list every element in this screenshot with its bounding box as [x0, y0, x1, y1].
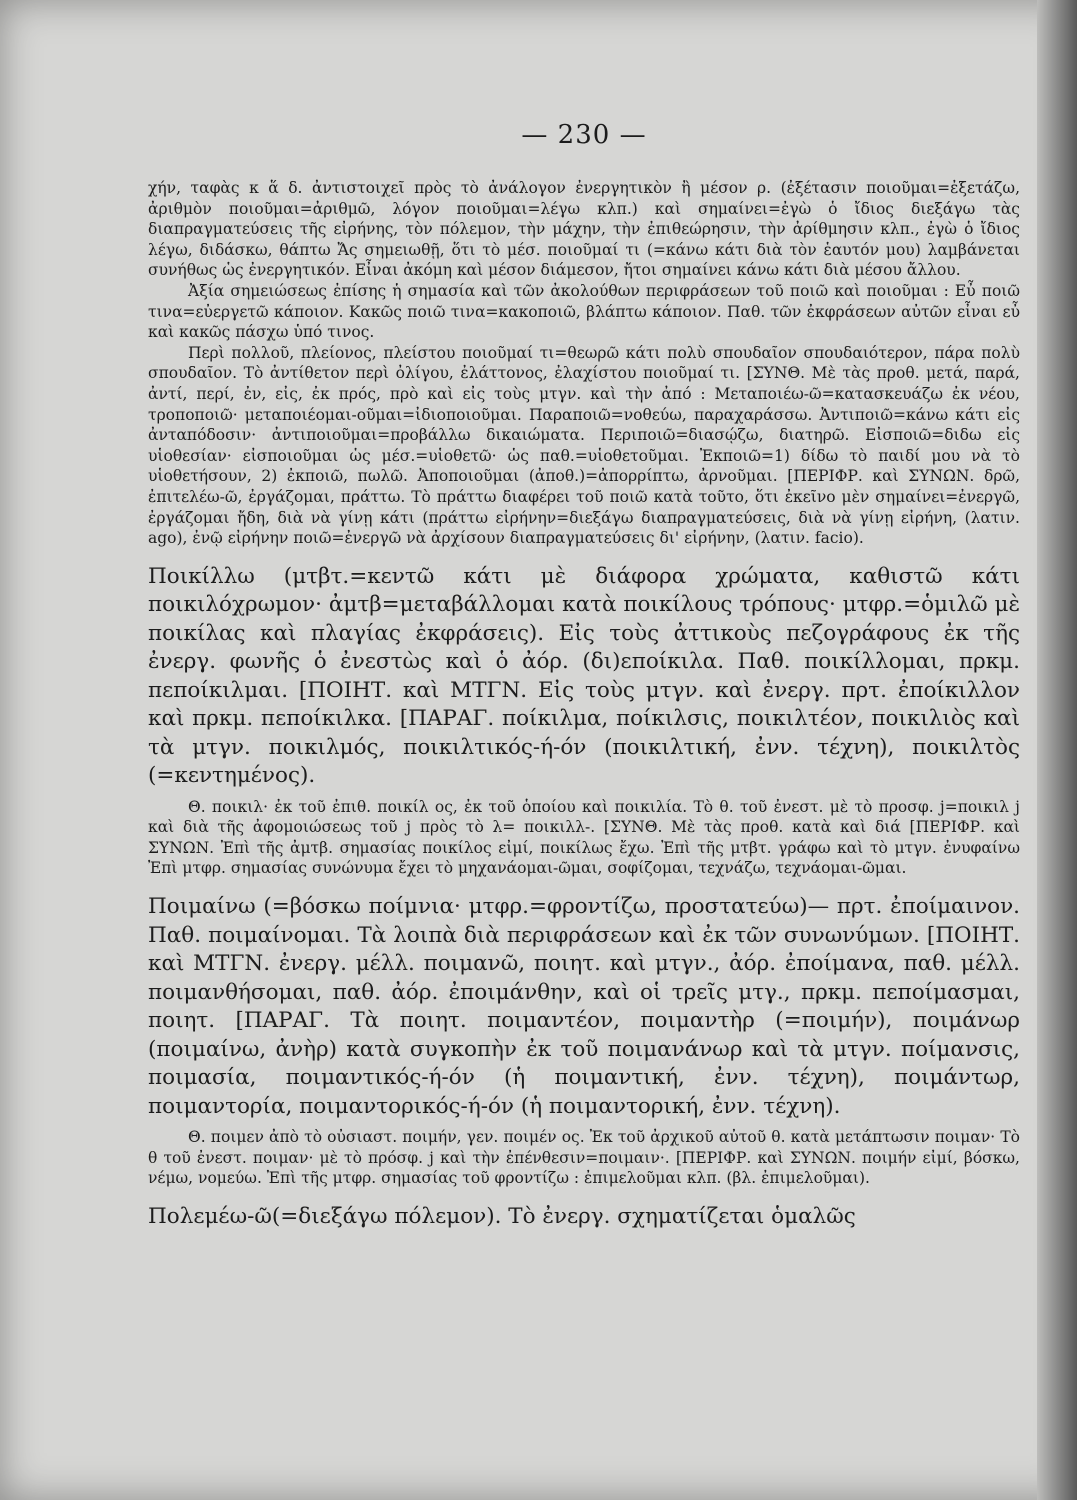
note-poimaino: Θ. ποιμεν ἀπὸ τὸ οὐσιαστ. ποιμήν, γεν. ποιμέν ος. Ἐκ τοῦ ἀρχικοῦ αὐτοῦ θ. κατὰ μετάπτωσιν ποιμαν· Τὸ θ τοῦ ἐνεστ. ποιμαν· μὲ τὸ πρόσφ. j καὶ τὴν ἐπένθεσιν=ποιμαιν·. [ΠΕΡΙΦΡ. καὶ ΣΥΝΩΝ. ποιμήν εἰμί, βόσκω, νέμω, νομεύω. Ἐπὶ τῆς μτφρ. σημασίας τοῦ φροντίζω : ἐπιμελοῦμαι κλπ. (βλ. ἐπιμελοῦμαι). [148, 1128, 1020, 1188]
entry-polemeo: Πολεμέω-ῶ(=διεξάγω πόλεμον). Τὸ ἐνεργ. σχηματίζεται ὁμαλῶς [148, 1203, 856, 1229]
note-poikillo: Θ. ποικιλ· ἐκ τοῦ ἐπιθ. ποικίλ ος, ἐκ τοῦ ὁποίου καὶ ποικιλία. Τὸ θ. τοῦ ἐνεστ. μὲ τὸ προσφ. j=ποικιλ j καὶ διὰ τῆς ἀφομοιώσεως τοῦ j πρὸς τὸ λ= ποικιλλ-. [ΣΥΝΘ. Μὲ τὰς προθ. κατὰ καὶ διά [ΠΕΡΙΦΡ. καὶ ΣΥΝΩΝ. Ἐπὶ τῆς ἀμτβ. σημασίας ποικίλος εἰμί, ποικίλως ἔχω. Ἐπὶ τῆς μτβτ. γράφω καὶ τὸ μτγν. ἐνυφαίνω Ἐπὶ μτφρ. σημασίας συνώνυμα ἔχει τὸ μηχανάομαι-ῶμαι, σοφίζομαι, τεχνάζω, τεχνάομαι-ῶμαι. [148, 797, 1020, 878]
paragraph-poio-periphrases: Ἀξία σημειώσεως ἐπίσης ἡ σημασία καὶ τῶν ἀκολούθων περιφράσεων τοῦ ποιῶ καὶ ποιοῦμαι : Εὖ ποιῶ τινα=εὐεργετῶ κάποιον. Κακῶς ποιῶ τινα=κακοποιῶ, βλάπτω κάποιον. Παθ. τῶν ἐκφράσεων αὐτῶν εἶναι εὖ καὶ κακῶς πάσχω ὑπό τινος. [148, 281, 1020, 342]
entry-poikillo: Ποικίλλω (μτβτ.=κεντῶ κάτι μὲ διάφορα χρώματα, καθιστῶ κάτι ποικιλόχρωμον· ἀμτβ=μεταβάλλομαι κατὰ ποικίλους τρόπους· μτφρ.=ὁμιλῶ μὲ ποικίλας καὶ πλαγίας ἐκφράσεις). Εἰς τοὺς ἀττικοὺς πεζογράφους ἐκ τῆς ἐνεργ. φωνῆς ὁ ἐνεστὼς καὶ ὁ ἀόρ. (δι)εποίκιλα. Παθ. ποικίλλομαι, πρκμ. πεποίκιλμαι. [ΠΟΙΗΤ. καὶ ΜΤΓΝ. Εἰς τοὺς μτγν. καὶ ἐνεργ. πρτ. ἐποίκιλλον καὶ πρκμ. πεποίκιλκα. [ΠΑΡΑΓ. ποίκιλμα, ποίκιλσις, ποικιλτέον, ποικιλιὸς καὶ τὰ μτγν. ποικιλμός, ποικιλτικός-ή-όν (ποικιλτική, ἐνν. τέχνη), ποικιλτὸς (=κεντημένος). [148, 563, 1020, 789]
book-spine-edge [1037, 0, 1077, 1500]
page-content [148, 120, 1020, 1231]
paragraph-poio-compounds: Περὶ πολλοῦ, πλείονος, πλείστου ποιοῦμαί τι=θεωρῶ κάτι πολὺ σπουδαῖον σπουδαιότερον, πάρα πολὺ σπουδαῖον. Τὸ ἀντίθετον περὶ ὀλίγου, ἐλάττονος, ἐλαχίστου ποιοῦμαί τι. [ΣΥΝΘ. Μὲ τὰς προθ. μετά, παρά, ἀντί, περί, ἐν, εἰς, ἐκ πρός, πρὸ καὶ εἰς τοὺς μτγν. καὶ τὴν ἀπό : Μεταποιέω-ῶ=κατασκευάζω ἐκ νέου, τροποποιῶ· μεταποιέομαι-οῦμαι=ἰδιοποιοῦμαι. Παραποιῶ=νοθεύω, παραχαράσσω. Ἀντιποιῶ=κάνω κάτι εἰς ἀνταπόδοσιν· ἀντιποιοῦμαι=προβάλλω δικαιώματα. Περιποιῶ=διασῴζω, διατηρῶ. Εἰσποιῶ=διδω εἰς υἱοθεσίαν· εἰσποιοῦμαι ὡς μέσ.=υἱοθετῶ· ὡς παθ.=υἱοθετοῦμαι. Ἐκποιῶ=1) δίδω τὸ παιδί μου νὰ τὸ υἱοθετήσουν, 2) ἐκποιῶ, πωλῶ. Ἀποποιοῦμαι (ἀποθ.)=ἀπορρίπτω, ἀρνοῦμαι. [ΠΕΡΙΦΡ. καὶ ΣΥΝΩΝ. δρῶ, ἐπιτελέω-ῶ, ἐργάζομαι, πράττω. Τὸ πράττω διαφέρει τοῦ ποιῶ κατὰ τοῦτο, ὅτι ἐκεῖνο μὲν σημαίνει=ἐνεργῶ, ἐργάζομαι ἤδη, διὰ νὰ γίνῃ κάτι (πράττω εἰρήνην=διεξάγω διαπραγματεύσεις, διὰ νὰ γίνῃ εἰρήνη, (λατιν. ago), ἐνῷ εἰρήνην ποιῶ=ἐνεργῶ νὰ ἀρχίσουν διαπραγματεύσεις δι' εἰρήνην, (λατιν. facio). [148, 343, 1020, 548]
entry-poimaino: Ποιμαίνω (=βόσκω ποίμνια· μτφρ.=φροντίζω, προστατεύω)— πρτ. ἐποίμαινον. Παθ. ποιμαίνομαι. Τὰ λοιπὰ διὰ περιφράσεων καὶ ἐκ τῶν συνωνύμων. [ΠΟΙΗΤ. καὶ ΜΤΓΝ. ἐνεργ. μέλλ. ποιμανῶ, ποιητ. καὶ μτγν., ἀόρ. ἐποίμανα, παθ. μέλλ. ποιμανθήσομαι, παθ. ἀόρ. ἐποιμάνθην, καὶ οἱ τρεῖς μτγ., πρκμ. πεποίμασμαι, ποιητ. [ΠΑΡΑΓ. Τὰ ποιητ. ποιμαντέον, ποιμαντὴρ (=ποιμήν), ποιμάνωρ (ποιμαίνω, ἀνὴρ) κατὰ συγκοπὴν ἐκ τοῦ ποιμανάνωρ καὶ τὰ μτγν. ποίμανσις, ποιμασία, ποιμαντικός-ή-όν (ἡ ποιμαντική, ἐνν. τέχνη), ποιμάντωρ, ποιμαντορία, ποιμαντορικός-ή-όν (ἡ ποιμαντορική, ἐνν. τέχνη). [148, 894, 1020, 1119]
paragraph-poio-continuation: χήν, ταφὰς κ ἅ δ. ἀντιστοιχεῖ πρὸς τὸ ἀνάλογον ἐνεργητικὸν ἢ μέσον ρ. (ἐξέτασιν ποιοῦμαι=ἐξετάζω, ἀριθμὸν ποιοῦμαι=ἀριθμῶ, λόγον ποιοῦμαι=λέγω κλπ.) καὶ σημαίνει=ἐγὼ ὁ ἴδιος διεξάγω τὰς διαπραγματεύσεις τῆς εἰρήνης, τὸν πόλεμον, τὴν μάχην, τὴν ἐπιθεώρησιν, τὴν ἀρίθμησιν κλπ., ἐγὼ ὁ ἴδιος λέγω, διδάσκω, θάπτω Ἄς σημειωθῇ, ὅτι τὸ μέσ. ποιοῦμαί τι (=κάνω κάτι διὰ τὸν ἑαυτόν μου) λαμβάνεται συνήθως ὡς ἐνεργητικόν. Εἶναι ἀκόμη καὶ μέσον διάμεσον, ἤτοι σημαίνει κάνω κάτι διὰ μέσου ἄλλου. [148, 179, 1020, 280]
page-number: — 230 — [521, 120, 647, 150]
